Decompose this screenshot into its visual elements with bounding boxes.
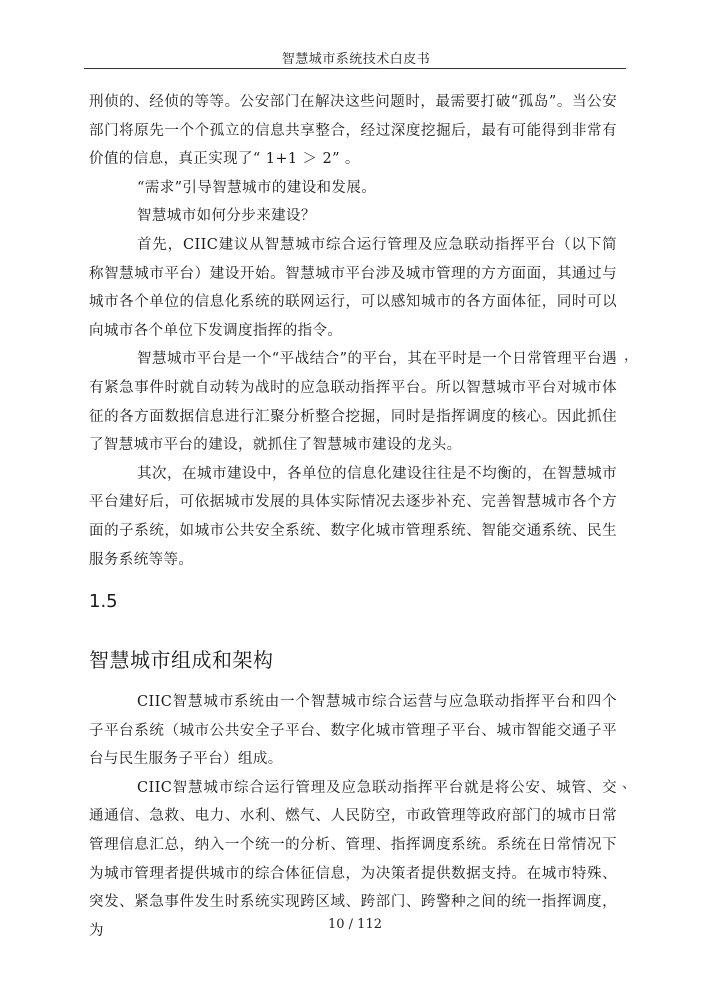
margin-mark-comma: ， (624, 348, 638, 364)
paragraph-first-step: 首先，CIIC建议从智慧城市综合运行管理及应急联动指挥平台（以下简称智慧城市平台）建设开始。智慧城市平台涉及城市管理的方方面面，其通过与城市各个单位的信息化系统的联网运行，可以感知城市的各方面体征，同时可以向城市各个单位下发调度指挥的指令。 (89, 236, 617, 339)
header-rule (84, 68, 626, 69)
paragraph-demand: “需求”引导智慧城市的建设和发展。 (137, 179, 377, 196)
paragraph-platform: 智慧城市平台是一个“平战结合”的平台，其在平时是一个日常管理平台遇有紧急事件时就自动转为战时的应急联动指挥平台。所以智慧城市平台对城市体征的各方面数据信息进行汇聚分析整合挖掘，同时是指挥调度的核心。因此抓住了智慧城市平台的建设，就抓住了智慧城市建设的龙头。 (89, 351, 617, 454)
section-title: 智慧城市组成和架构 (89, 648, 274, 673)
paragraph-second-step: 其次，在城市建设中，各单位的信息化建设往往是不均衡的，在智慧城市平台建好后，可依据城市发展的具体实际情况去逐步补充、完善智慧城市各个方面的子系统，如城市公共安全系统、数字化城市管理系统、智能交通系统、民生服务系统等等。 (89, 465, 617, 568)
paragraph-question: 智慧城市如何分步来建设？ (137, 208, 316, 225)
section-number: 1.5 (89, 591, 118, 613)
paragraph-platform-description: CIIC智慧城市综合运行管理及应急联动指挥平台就是将公安、城管、交通通信、急救、电力、水利、燃气、人民防空，市政管理等政府部门的城市日常管理信息汇总，纳入一个统一的分析、管理、指挥调度系统。系统在日常情况下为城市管理者提供城市的综合体征信息，为决策者提供数据支持。在城市特殊、突发、紧急事件发生时系统实现跨区域、跨部门、跨警种之间的统一指挥调度，为 (89, 779, 617, 939)
paragraph-composition: CIIC智慧城市系统由一个智慧城市综合运营与应急联动指挥平台和四个子平台系统（城市公共安全子平台、数字化城市管理子平台、城市智能交通子平台与民生服务子平台）组成。 (89, 694, 617, 768)
page-number: 10 / 112 (328, 917, 382, 932)
margin-mark-enum-comma: 、 (622, 776, 636, 792)
running-header: 智慧城市系统技术白皮书 (281, 52, 431, 67)
body-text (89, 88, 617, 945)
paragraph-continuation: 刑侦的、经侦的等等。公安部门在解决这些问题时，最需要打破“孤岛”。当公安部门将原先一个个孤立的信息共享整合，经过深度挖掘后，最有可能得到非常有价值的信息，真正实现了“ 1+1 ＞ 2” 。 (89, 94, 617, 168)
